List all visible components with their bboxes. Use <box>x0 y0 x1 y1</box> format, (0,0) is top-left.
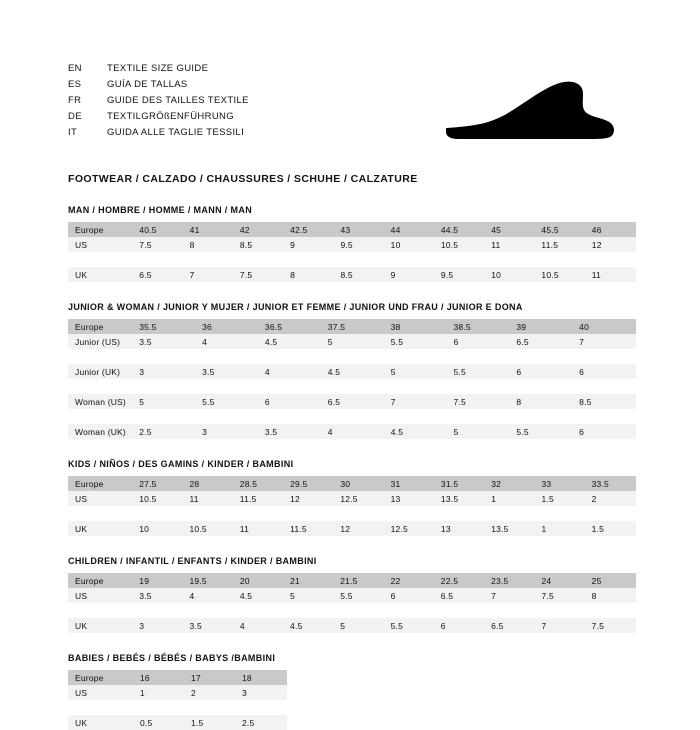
size-table-children <box>68 573 636 633</box>
cell: 30 <box>334 476 384 491</box>
cell: 45 <box>485 222 535 237</box>
cell: 9 <box>284 237 334 252</box>
cell: 11.5 <box>234 491 284 506</box>
row-label: Woman (UK) <box>68 424 133 439</box>
section-babies <box>68 653 636 730</box>
cell: 4 <box>183 588 233 603</box>
cell: 43 <box>334 222 384 237</box>
cell: 5 <box>284 588 334 603</box>
cell: 3.5 <box>133 588 183 603</box>
cell: 6 <box>259 394 322 409</box>
language-title: GUIDE DES TAILLES TEXTILE <box>107 95 249 106</box>
cell: 9 <box>385 267 435 282</box>
cell: 12.5 <box>334 491 384 506</box>
row-separator <box>68 379 636 394</box>
cell: 3.5 <box>259 424 322 439</box>
cell: 25 <box>586 573 636 588</box>
cell: 5 <box>334 618 384 633</box>
cell: 4 <box>322 424 385 439</box>
cell: 5 <box>447 424 510 439</box>
cell: 42.5 <box>284 222 334 237</box>
cell: 7.5 <box>535 588 585 603</box>
cell: 11 <box>485 237 535 252</box>
cell: 7.5 <box>447 394 510 409</box>
cell: 27.5 <box>133 476 183 491</box>
cell: 1.5 <box>185 715 236 730</box>
table-row-header <box>68 319 636 334</box>
cell: 36 <box>196 319 259 334</box>
cell: 1.5 <box>586 521 636 536</box>
dress-shoe-icon <box>438 80 618 151</box>
cell: 10 <box>385 237 435 252</box>
cell: 7 <box>535 618 585 633</box>
cell: 6 <box>510 364 573 379</box>
cell: 6 <box>385 588 435 603</box>
cell: 4 <box>196 334 259 349</box>
cell: 0.5 <box>134 715 185 730</box>
language-title-list <box>68 62 249 140</box>
row-label: US <box>68 685 134 700</box>
cell: 11.5 <box>284 521 334 536</box>
cell: 44.5 <box>435 222 485 237</box>
cell: 36.5 <box>259 319 322 334</box>
row-label: US <box>68 588 133 603</box>
row-label: UK <box>68 521 133 536</box>
section-title: BABIES / BEBÉS / BÉBÉS / BABYS /BAMBINI <box>68 653 276 663</box>
cell: 33.5 <box>586 476 636 491</box>
cell: 12 <box>586 237 636 252</box>
section-title: MAN / HOMBRE / HOMME / MANN / MAN <box>68 205 253 215</box>
language-row <box>68 126 249 140</box>
cell: 6.5 <box>322 394 385 409</box>
cell: 6.5 <box>435 588 485 603</box>
row-separator <box>68 409 636 424</box>
cell: 6.5 <box>510 334 573 349</box>
cell: 12 <box>284 491 334 506</box>
cell: 6.5 <box>485 618 535 633</box>
size-table-junior-woman <box>68 319 636 439</box>
table-row <box>68 521 636 536</box>
cell: 11.5 <box>535 237 585 252</box>
size-table-babies <box>68 670 287 730</box>
cell: 3.5 <box>183 618 233 633</box>
cell: 13 <box>435 521 485 536</box>
cell: 5.5 <box>510 424 573 439</box>
row-label: US <box>68 491 133 506</box>
cell: 5.5 <box>385 618 435 633</box>
document-header <box>68 62 636 151</box>
cell: 41 <box>184 222 234 237</box>
cell: 32 <box>485 476 535 491</box>
row-label: UK <box>68 715 134 730</box>
cell: 13.5 <box>485 521 535 536</box>
cell: 6.5 <box>133 267 183 282</box>
cell: 4 <box>234 618 284 633</box>
cell: 44 <box>385 222 435 237</box>
row-separator <box>68 349 636 364</box>
cell: 3.5 <box>196 364 259 379</box>
table-row <box>68 424 636 439</box>
table-row <box>68 715 287 730</box>
cell: 7.5 <box>234 267 284 282</box>
cell: 28.5 <box>234 476 284 491</box>
cell: 3 <box>133 364 196 379</box>
cell: 31.5 <box>435 476 485 491</box>
cell: 10.5 <box>184 521 234 536</box>
cell: 2 <box>586 491 636 506</box>
table-row <box>68 334 636 349</box>
cell: 1 <box>134 685 185 700</box>
cell: 4 <box>259 364 322 379</box>
cell: 38 <box>385 319 448 334</box>
cell: 22.5 <box>435 573 485 588</box>
cell: 8.5 <box>234 237 284 252</box>
size-table-kids <box>68 476 636 536</box>
cell: 10.5 <box>435 237 485 252</box>
table-row <box>68 491 636 506</box>
language-row <box>68 94 249 108</box>
cell: 8 <box>184 237 234 252</box>
cell: 5 <box>385 364 448 379</box>
cell: 13 <box>385 491 435 506</box>
table-row-header <box>68 222 636 237</box>
cell: 2.5 <box>133 424 196 439</box>
section-title: CHILDREN / INFANTIL / ENFANTS / KINDER / BAMBINI <box>68 556 317 566</box>
table-row <box>68 237 636 252</box>
cell: 33 <box>535 476 585 491</box>
cell: 7 <box>485 588 535 603</box>
cell: 8.5 <box>573 394 636 409</box>
section-junior-woman <box>68 302 636 439</box>
cell: 11 <box>184 491 234 506</box>
cell: 3 <box>196 424 259 439</box>
language-title: GUÍA DE TALLAS <box>107 79 188 90</box>
section-children <box>68 556 636 633</box>
cell: 6 <box>573 424 636 439</box>
cell: 5 <box>133 394 196 409</box>
table-row <box>68 267 636 282</box>
size-table-man <box>68 222 636 282</box>
row-label: Europe <box>68 573 133 588</box>
row-label: Junior (US) <box>68 334 133 349</box>
footwear-heading: FOOTWEAR / CALZADO / CHAUSSURES / SCHUHE / CALZATURE <box>68 173 418 185</box>
section-title: KIDS / NIÑOS / DES GAMINS / KINDER / BAMBINI <box>68 459 294 469</box>
language-code: IT <box>68 127 78 138</box>
language-row <box>68 110 249 124</box>
cell: 3 <box>133 618 183 633</box>
cell: 5.5 <box>196 394 259 409</box>
row-label: Junior (UK) <box>68 364 133 379</box>
cell: 9.5 <box>334 237 384 252</box>
cell: 3 <box>236 685 287 700</box>
table-row-header <box>68 670 287 685</box>
cell: 3.5 <box>133 334 196 349</box>
section-title: JUNIOR & WOMAN / JUNIOR Y MUJER / JUNIOR ET FEMME / JUNIOR UND FRAU / JUNIOR E DONA <box>68 302 523 312</box>
cell: 4.5 <box>259 334 322 349</box>
row-label: UK <box>68 618 133 633</box>
cell: 19 <box>133 573 183 588</box>
cell: 8 <box>586 588 636 603</box>
table-row <box>68 685 287 700</box>
language-code: EN <box>68 63 82 74</box>
row-label: UK <box>68 267 133 282</box>
cell: 4.5 <box>234 588 284 603</box>
language-row <box>68 78 249 92</box>
language-code: ES <box>68 79 82 90</box>
row-separator <box>68 700 287 715</box>
cell: 4.5 <box>385 424 448 439</box>
cell: 12 <box>334 521 384 536</box>
row-separator <box>68 252 636 267</box>
cell: 38.5 <box>447 319 510 334</box>
cell: 11 <box>234 521 284 536</box>
cell: 37.5 <box>322 319 385 334</box>
cell: 18 <box>236 670 287 685</box>
cell: 6 <box>573 364 636 379</box>
section-kids <box>68 459 636 536</box>
language-title: TEXTILGRÖßENFÜHRUNG <box>107 111 234 122</box>
language-code: DE <box>68 111 82 122</box>
cell: 10 <box>485 267 535 282</box>
cell: 7 <box>385 394 448 409</box>
cell: 20 <box>234 573 284 588</box>
language-title: TEXTILE SIZE GUIDE <box>107 63 209 74</box>
cell: 7.5 <box>133 237 183 252</box>
cell: 17 <box>185 670 236 685</box>
row-label: Europe <box>68 319 133 334</box>
table-row <box>68 618 636 633</box>
row-label: Europe <box>68 476 133 491</box>
cell: 22 <box>385 573 435 588</box>
row-separator <box>68 603 636 618</box>
cell: 13.5 <box>435 491 485 506</box>
cell: 10.5 <box>535 267 585 282</box>
cell: 45.5 <box>535 222 585 237</box>
cell: 8 <box>284 267 334 282</box>
row-label: Europe <box>68 670 134 685</box>
cell: 40 <box>573 319 636 334</box>
cell: 10.5 <box>133 491 183 506</box>
cell: 21.5 <box>334 573 384 588</box>
cell: 8 <box>510 394 573 409</box>
cell: 4.5 <box>284 618 334 633</box>
cell: 5.5 <box>447 364 510 379</box>
cell: 5.5 <box>334 588 384 603</box>
cell: 2.5 <box>236 715 287 730</box>
cell: 1 <box>535 521 585 536</box>
cell: 1.5 <box>535 491 585 506</box>
cell: 31 <box>385 476 435 491</box>
cell: 4.5 <box>322 364 385 379</box>
cell: 6 <box>447 334 510 349</box>
cell: 40.5 <box>133 222 183 237</box>
cell: 42 <box>234 222 284 237</box>
cell: 12.5 <box>385 521 435 536</box>
cell: 19.5 <box>183 573 233 588</box>
cell: 8.5 <box>334 267 384 282</box>
cell: 9.5 <box>435 267 485 282</box>
row-label: Woman (US) <box>68 394 133 409</box>
row-label: US <box>68 237 133 252</box>
cell: 11 <box>586 267 636 282</box>
cell: 28 <box>184 476 234 491</box>
cell: 46 <box>586 222 636 237</box>
cell: 5.5 <box>385 334 448 349</box>
cell: 7 <box>184 267 234 282</box>
cell: 10 <box>133 521 183 536</box>
table-row <box>68 588 636 603</box>
cell: 7.5 <box>586 618 636 633</box>
table-row <box>68 394 636 409</box>
language-title: GUIDA ALLE TAGLIE TESSILI <box>107 127 245 138</box>
cell: 39 <box>510 319 573 334</box>
language-row <box>68 62 249 76</box>
cell: 29.5 <box>284 476 334 491</box>
table-row-header <box>68 476 636 491</box>
cell: 1 <box>485 491 535 506</box>
cell: 6 <box>435 618 485 633</box>
cell: 16 <box>134 670 185 685</box>
cell: 2 <box>185 685 236 700</box>
table-row <box>68 364 636 379</box>
cell: 24 <box>535 573 585 588</box>
language-code: FR <box>68 95 82 106</box>
table-row-header <box>68 573 636 588</box>
cell: 5 <box>322 334 385 349</box>
cell: 7 <box>573 334 636 349</box>
row-label: Europe <box>68 222 133 237</box>
cell: 23.5 <box>485 573 535 588</box>
cell: 21 <box>284 573 334 588</box>
cell: 35.5 <box>133 319 196 334</box>
section-man <box>68 205 636 282</box>
row-separator <box>68 506 636 521</box>
